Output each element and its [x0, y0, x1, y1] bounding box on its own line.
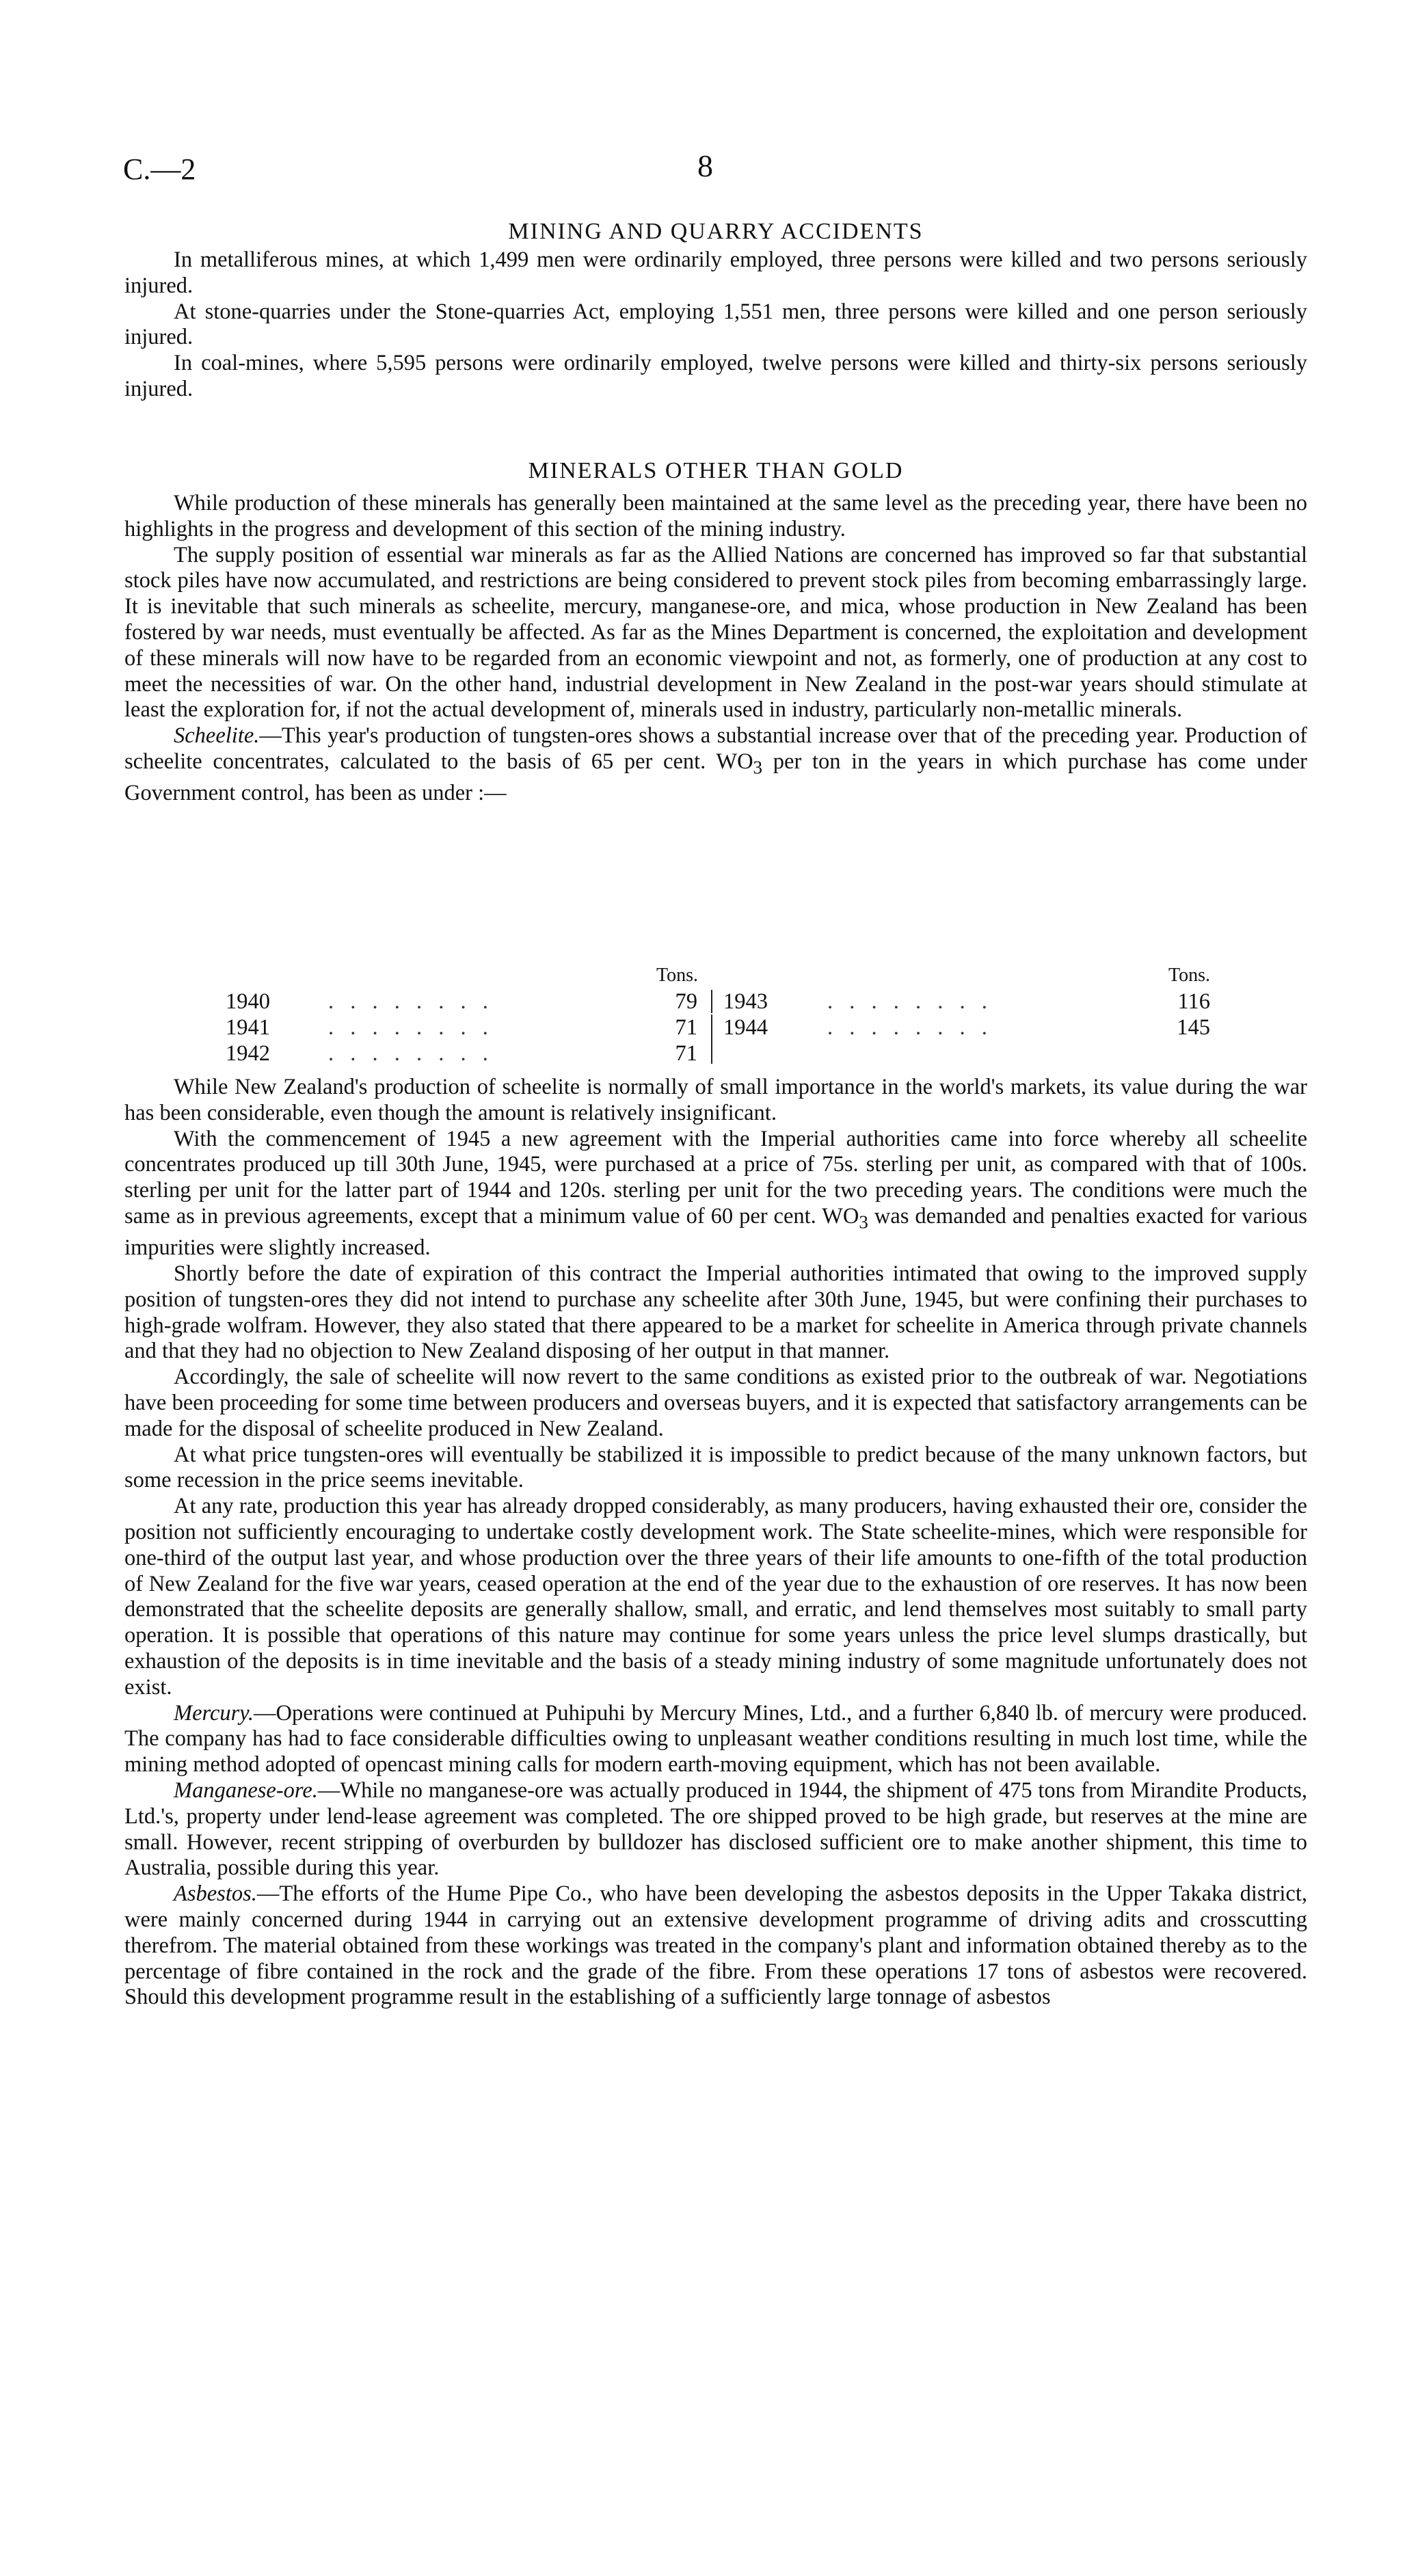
paragraph-sale-revert: Accordingly, the sale of scheelite will now revert to the same conditions as existed prior to the outbreak of war. Negotiations have been proceeding for some time between producers and overseas buyers, and it is expected that satisfactory arrangements can be made for the disposal of scheelite produced in New Zealand. [124, 1365, 1307, 1441]
agreement-text-before: With the commencement of 1945 a new agreement with the Imperial authorities came into force whereby all scheelite concentrates produced up till 30th June, 1945, were purchased at a price of 75s. sterling per unit, as compared with that of 100s. sterling per unit for the latter part of 1944 and 120s. sterling per unit for the two preceding years. The conditions were much the same as in previous agreements, except that a minimum value of 60 per cent. WO [124, 1126, 1307, 1229]
scheelite-subscript: 3 [753, 757, 763, 778]
paragraph-stone-quarries: At stone-quarries under the Stone-quarries Act, employing 1,551 men, three persons were killed and one person seriously injured. [124, 299, 1307, 350]
agreement-subscript: 3 [859, 1211, 868, 1233]
year-cell: 1944 [723, 1015, 768, 1040]
parliamentary-paper-code: C.—2 [123, 152, 196, 186]
paragraph-production-maintained: While production of these minerals has generally been maintained at the same level as the preceding year, there have been no highlights in the progress and development of this section of the mining industry. [124, 491, 1307, 541]
mercury-lead: Mercury. [174, 1700, 254, 1726]
tons-unit-left: Tons. [656, 965, 699, 986]
asbestos-lead: Asbestos. [174, 1881, 257, 1907]
heading-mining-accidents: MINING AND QUARRY ACCIDENTS [508, 219, 924, 244]
paragraph-price-stabilized: At what price tungsten-ores will eventually be stabilized it is impossible to predict because of the many unknown factors, but some recession in the price seems inevitable. [124, 1442, 1307, 1493]
page-number: 8 [697, 148, 713, 183]
year-cell: 1942 [226, 1041, 270, 1066]
mercury-text: —Operations were continued at Puhipuhi by Mercury Mines, Ltd., and a further 6,840 lb. of mercury were produced. The company has had to face considerable difficulties owing to unpleasant weather conditions resulting in much lost time, while the mining method adopted of opencast mining calls for modern earth-moving equipment, which has not been available. [124, 1700, 1307, 1777]
table-row [226, 989, 1224, 1015]
paragraph-new-agreement [124, 1127, 1307, 1261]
tons-unit-right: Tons. [1168, 965, 1210, 986]
agreement-text-after: was demanded and penalties exacted for various impurities were slightly increased. [124, 1203, 1307, 1261]
scheelite-text-after: per ton in the years in which purchase has come under Government control, has been as under :— [124, 749, 1307, 806]
leader-dots: . . . . . . . . [827, 1015, 993, 1040]
paragraph-asbestos [124, 1881, 1307, 2011]
scheelite-lead: Scheelite. [174, 723, 260, 749]
leader-dots: . . . . . . . . [328, 1015, 494, 1040]
paragraph-manganese-ore [124, 1778, 1307, 1881]
paragraph-production-dropped: At any rate, production this year has already dropped considerably, as many producers, having exhausted their ore, consider the position not sufficiently encouraging to undertake costly development work. The State scheelite-mines, which were responsible for one-third of the output last year, and whose production over the three years of their life amounts to one-fifth of the total production of New Zealand for the five war years, ceased operation at the end of the year due to the exhaustion of ore reserves. It has now been demonstrated that the scheelite deposits are generally shallow, small, and erratic, and lend themselves most suitably to small party operation. It is possible that operations of this nature may continue for some years unless the price level slumps drastically, but exhaustion of the deposits is in time inevitable and the basis of a steady mining industry of some magnitude unfortunately does not exist. [124, 1494, 1307, 1700]
accidents-section [124, 247, 1307, 403]
year-cell: 1941 [226, 1015, 270, 1040]
year-cell: 1940 [226, 989, 270, 1014]
leader-dots: . . . . . . . . [328, 1041, 494, 1066]
year-cell: 1943 [723, 989, 768, 1014]
paragraph-metalliferous: In metalliferous mines, at which 1,499 men were ordinarily employed, three persons were killed and two persons seriously injured. [124, 247, 1307, 298]
tons-cell: 79 [675, 989, 697, 1014]
tons-cell: 145 [1177, 1015, 1210, 1040]
manganese-text: —While no manganese-ore was actually produced in 1944, the shipment of 475 tons from Mirandite Products, Ltd.'s, property under lend-lease agreement was completed. The ore shipped proved to be high grade, but reserves at the mine are small. However, recent stripping of overburden by bulldozer has disclosed sufficient ore to make another shipment, this time to Australia, possible during this year. [124, 1778, 1307, 1881]
manganese-lead: Manganese-ore. [174, 1778, 318, 1803]
paragraph-scheelite [124, 723, 1307, 807]
paragraph-contract-expiration: Shortly before the date of expiration of this contract the Imperial authorities intimated that owing to the improved supply position of tungsten-ores they did not intend to purchase any scheelite after 30th June, 1945, but were confining their purchases to high-grade wolfram. However, they also stated that there appeared to be a market for scheelite in America through private channels and that they had no objection to New Zealand disposing of her output in that manner. [124, 1261, 1307, 1364]
scheelite-market-section [124, 1075, 1307, 2011]
paragraph-coal-mines: In coal-mines, where 5,595 persons were ordinarily employed, twelve persons were killed and thirty-six persons seriously injured. [124, 351, 1307, 401]
tons-cell: 116 [1177, 989, 1210, 1014]
paragraph-world-markets: While New Zealand's production of scheelite is normally of small importance in the world's markets, its value during the war has been considerable, even though the amount is relatively insignificant. [124, 1075, 1307, 1125]
minerals-intro-section [124, 491, 1307, 807]
paragraph-mercury [124, 1701, 1307, 1778]
asbestos-text: —The efforts of the Hume Pipe Co., who have been developing the asbestos deposits in the Upper Takaka district, were mainly concerned during 1944 in carrying out an extensive development programme of driving adits and crosscutting therefrom. The material obtained from these workings was treated in the company's plant and information obtained thereby as to the percentage of fibre contained in the rock and the grade of the fibre. From these operations 17 tons of asbestos were recovered. Should this development programme result in the establishing of a sufficiently large tonnage of asbestos [124, 1881, 1307, 2010]
tons-cell: 71 [675, 1015, 697, 1040]
column-divider [711, 1041, 712, 1064]
heading-minerals-other-than-gold: MINERALS OTHER THAN GOLD [528, 458, 904, 483]
column-divider [711, 990, 712, 1013]
paragraph-supply-position: The supply position of essential war minerals as far as the Allied Nations are concerned has improved so far that substantial stock piles have now accumulated, and restrictions are being considered to prevent stock piles from becoming embarrassingly large. It is inevitable that such minerals as scheelite, mercury, manganese-ore, and mica, whose production in New Zealand has been fostered by war needs, must eventually be affected. As far as the Mines Department is concerned, the exploitation and development of these minerals will now have to be regarded from an economic viewpoint and not, as formerly, one of production at any cost to meet the necessities of war. On the other hand, industrial development in New Zealand in the post-war years should stimulate at least the exploration for, if not the actual development of, minerals used in industry, particularly non-metallic minerals. [124, 542, 1307, 723]
scheelite-text-before: —This year's production of tungsten-ores shows a substantial increase over that of the preceding year. Production of scheelite concentrates, calculated to the basis of 65 per cent. WO [124, 723, 1307, 774]
leader-dots: . . . . . . . . [328, 989, 494, 1014]
tons-cell: 71 [675, 1041, 697, 1066]
table-row [226, 1015, 1224, 1041]
leader-dots: . . . . . . . . [827, 989, 993, 1014]
table-row [226, 1041, 1224, 1066]
column-divider [711, 1015, 712, 1041]
